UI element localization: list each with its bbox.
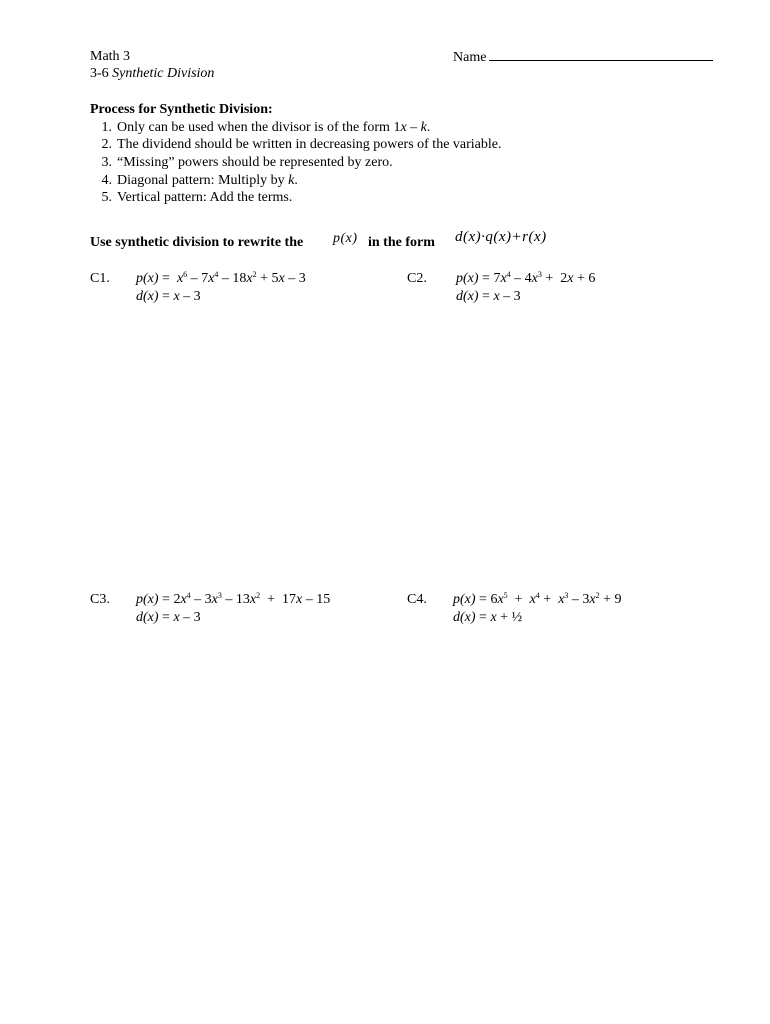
lesson-number: 3-6 xyxy=(90,66,109,81)
process-step-2: 2. The dividend should be written in decreasing powers of the variable. xyxy=(101,137,502,152)
problem-c1-polynomial: $p(x) = x^6 - 7x^4 - 18x^2 + 5x - 3$ xyxy=(136,270,306,286)
problem-c3-divisor: d(x) = x – 3 xyxy=(136,610,201,625)
problem-c4-polynomial: $p(x) = 6x^5 + x^4 + x^3 - 3x^2 + 9$ xyxy=(453,591,622,607)
name-field xyxy=(453,48,713,66)
instruction-text: Use synthetic division to rewrite the xyxy=(90,235,304,250)
problem-c2-label: C2. xyxy=(407,271,427,286)
problem-c4-label: C4. xyxy=(407,592,427,607)
math-p-of-x: p(x) xyxy=(333,231,358,246)
problem-c2-divisor: d(x) = x – 3 xyxy=(456,289,521,304)
course-title: Math 3 xyxy=(90,49,131,64)
name-label: Name xyxy=(453,50,487,65)
process-step-4: 4. Diagonal pattern: Multiply by k. xyxy=(101,173,298,188)
process-heading: Process for Synthetic Division: xyxy=(90,102,273,117)
problem-c1-divisor: d(x) = x – 3 xyxy=(136,289,201,304)
problem-c2-polynomial: $p(x) = 7x^4 - 4x^3 + 2x + 6$ xyxy=(456,270,596,286)
process-step-1: 1. Only can be used when the divisor is of the form 1x – k. xyxy=(101,120,431,135)
problem-c3-polynomial: $p(x) = 2x^4 - 3x^3 - 13x^2 + 17x - 15$ xyxy=(136,591,331,607)
lesson-name: Synthetic Division xyxy=(112,66,215,81)
problem-c3-label: C3. xyxy=(90,592,110,607)
lesson-title xyxy=(90,65,214,82)
problem-c1-label: C1. xyxy=(90,271,110,286)
process-step-3: 3. “Missing” powers should be represented by zero. xyxy=(101,155,393,170)
name-blank[interactable] xyxy=(489,48,713,61)
instruction-form: in the form xyxy=(368,235,435,250)
process-step-5: 5. Vertical pattern: Add the terms. xyxy=(101,190,293,205)
problem-c4-divisor: d(x) = x + ½ xyxy=(453,610,523,625)
math-target-form: d(x)·q(x)+r(x) xyxy=(455,229,547,245)
